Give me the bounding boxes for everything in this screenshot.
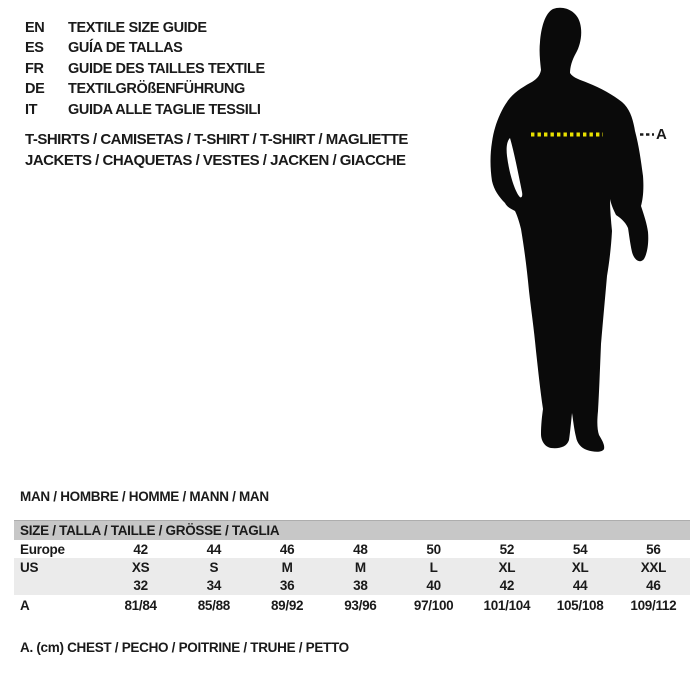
language-label: GUIDE DES TAILLES TEXTILE [68, 60, 265, 77]
language-guide [25, 18, 265, 120]
size-cell: M [281, 559, 293, 575]
category-block [25, 129, 408, 171]
size-cell: 34 [206, 578, 222, 593]
language-label: TEXTILGRÖßENFÜHRUNG [68, 81, 245, 98]
size-table-header-label: SIZE / TALLA / TAILLE / GRÖSSE / TAGLIA [20, 523, 280, 538]
measure-label-a: A [656, 126, 667, 143]
language-code: FR [25, 60, 44, 77]
size-cell: 44 [572, 578, 588, 593]
language-code: DE [25, 81, 45, 98]
size-cell: 105/108 [556, 598, 604, 613]
size-cell: 52 [499, 541, 515, 557]
footnote-chest: A. (cm) CHEST / PECHO / POITRINE / TRUHE / PETTO [20, 640, 349, 655]
size-cell: 38 [353, 578, 368, 593]
size-cell: XL [498, 559, 516, 575]
size-cell: 93/96 [344, 598, 377, 613]
size-cell: 46 [279, 541, 295, 557]
size-cell: 40 [426, 578, 441, 593]
size-cell: 101/104 [483, 598, 531, 613]
language-row [25, 18, 265, 38]
language-row [25, 38, 265, 58]
category-line-tshirts: T-SHIRTS / CAMISETAS / T-SHIRT / T-SHIRT / MAGLIETTE [25, 131, 408, 148]
size-cell: 42 [133, 541, 148, 557]
table-row-us-numeric [14, 576, 690, 595]
man-figure [460, 0, 700, 480]
language-code: ES [25, 40, 44, 57]
size-cell: 32 [133, 578, 148, 593]
size-cell: M [354, 559, 366, 575]
size-cell: 97/100 [413, 598, 454, 613]
man-silhouette [460, 0, 700, 480]
language-label: TEXTILE SIZE GUIDE [68, 20, 207, 36]
size-cell: 44 [206, 541, 222, 557]
category-line-jackets: JACKETS / CHAQUETAS / VESTES / JACKEN / GIACCHE [25, 152, 406, 169]
language-code: IT [25, 101, 38, 118]
size-cell: 46 [646, 578, 661, 593]
row-label: A [20, 598, 30, 613]
size-cell: XXL [640, 559, 667, 575]
language-row [25, 100, 265, 120]
size-cell: S [209, 559, 219, 575]
table-row-europe [14, 540, 690, 558]
size-cell: 85/88 [197, 598, 231, 613]
size-cell: XL [571, 559, 589, 575]
size-cell: 54 [572, 541, 588, 557]
size-cell: 89/92 [270, 598, 304, 613]
language-row [25, 59, 265, 79]
size-cell: 81/84 [124, 598, 157, 613]
language-label: GUIDA ALLE TAGLIE TESSILI [68, 101, 261, 118]
size-table-header [14, 520, 690, 540]
size-cell: 36 [279, 578, 295, 593]
language-row [25, 79, 265, 99]
language-code: EN [25, 20, 45, 36]
size-table [14, 520, 690, 616]
size-cell: XS [131, 559, 150, 575]
size-cell: 50 [426, 541, 441, 557]
row-label: US [20, 559, 39, 575]
size-cell: L [429, 559, 438, 575]
table-row-chest-cm [14, 595, 690, 616]
size-cell: 48 [353, 541, 368, 557]
row-label: Europe [20, 541, 65, 557]
section-title-man: MAN / HOMBRE / HOMME / MANN / MAN [20, 489, 269, 504]
size-cell: 56 [646, 541, 661, 557]
table-row-us [14, 558, 690, 576]
size-cell: 109/112 [630, 598, 677, 613]
size-cell: 42 [499, 578, 515, 593]
language-label: GUÍA DE TALLAS [68, 40, 183, 57]
